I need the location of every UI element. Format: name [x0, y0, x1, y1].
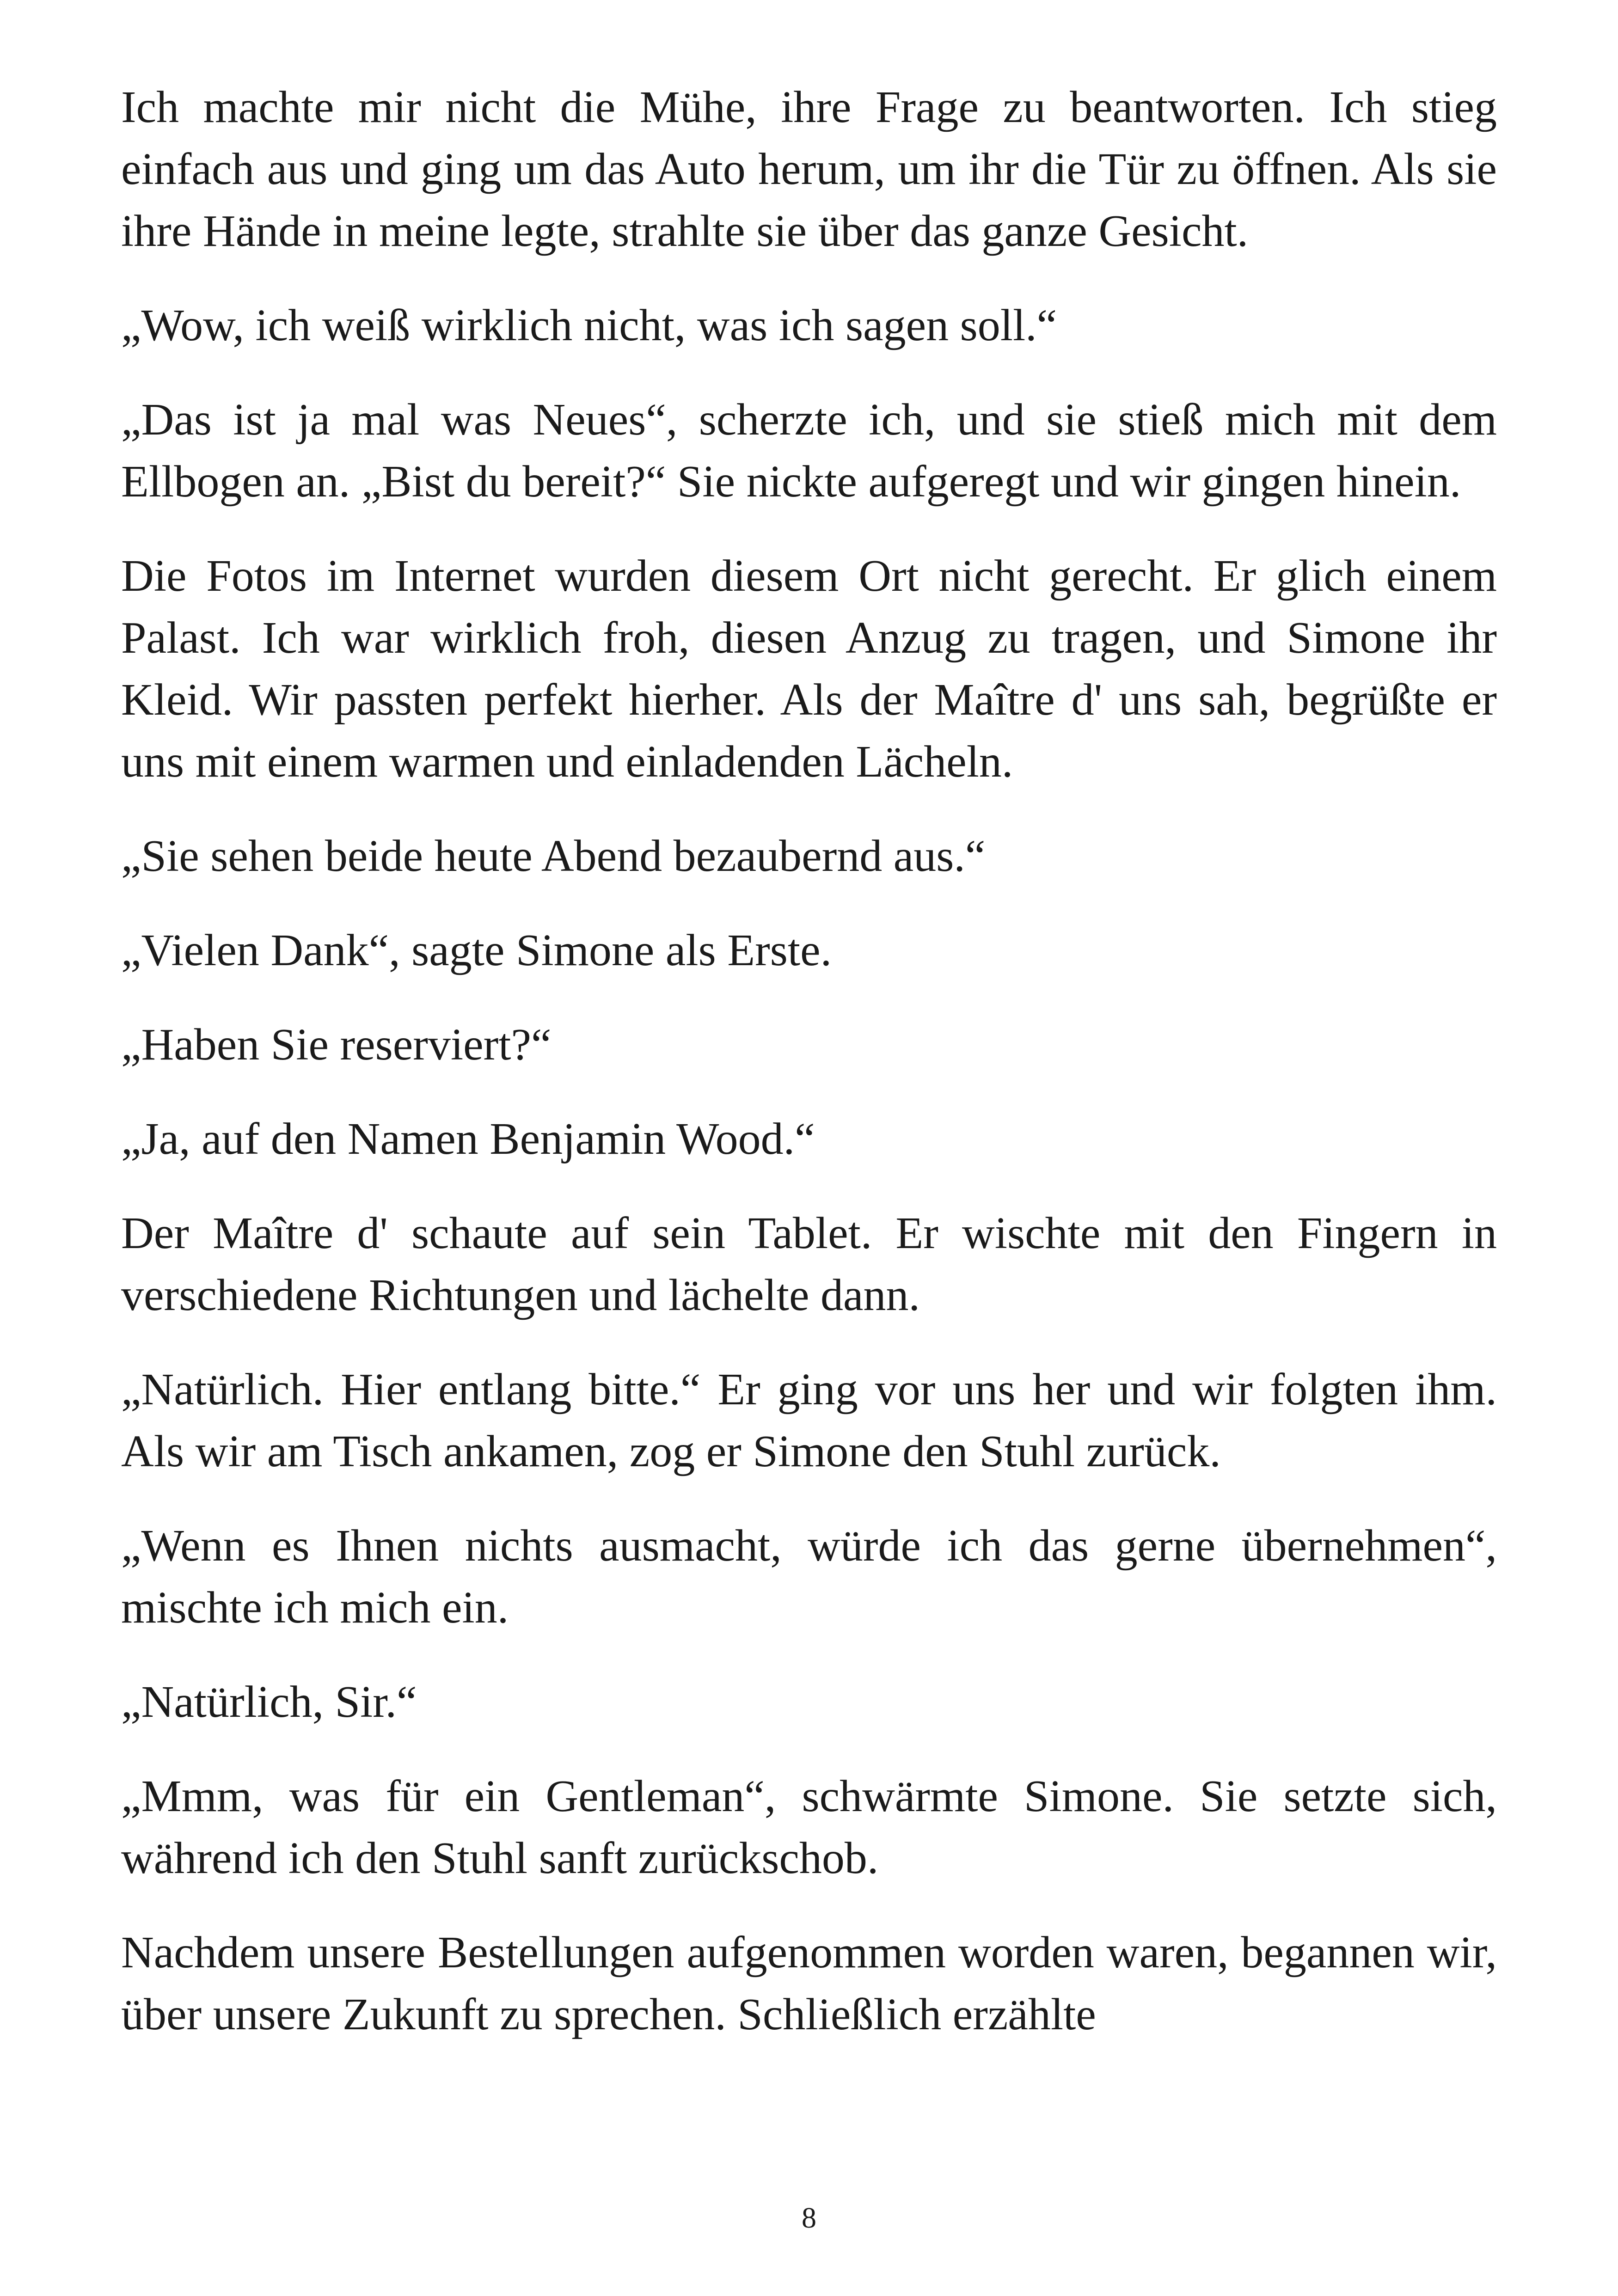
paragraph: „Wenn es Ihnen nichts ausmacht, würde ich das gerne übernehmen“, mischte ich mich ein.: [121, 1521, 1497, 1633]
paragraph: „Ja, auf den Namen Benjamin Wood.“: [121, 1114, 815, 1164]
paragraph: „Haben Sie reserviert?“: [121, 1020, 552, 1070]
paragraph: „Natürlich, Sir.“: [121, 1677, 417, 1727]
paragraph: „Das ist ja mal was Neues“, scherzte ich, und sie stieß mich mit dem Ellbogen an. „Bist du bereit?“ Sie nickte aufgeregt und wir gingen hinein.: [121, 395, 1497, 507]
paragraph: Die Fotos im Internet wurden diesem Ort nicht gerecht. Er glich einem Palast. Ich war wirklich froh, diesen Anzug zu tragen, und Simone ihr Kleid. Wir passten perfekt hierher. Als der Maître d' uns sah, begrüßte er uns mit einem warmen und einladenden Lächeln.: [121, 551, 1497, 787]
paragraph: „Wow, ich weiß wirklich nicht, was ich sagen soll.“: [121, 300, 1057, 350]
paragraph: „Vielen Dank“, sagte Simone als Erste.: [121, 925, 832, 975]
page-body-text: [121, 76, 1497, 2078]
page-number: 8: [802, 2201, 816, 2234]
paragraph: „Mmm, was für ein Gentleman“, schwärmte Simone. Sie setzte sich, während ich den Stuhl sanft zurückschob.: [121, 1771, 1497, 1883]
paragraph: „Natürlich. Hier entlang bitte.“ Er ging vor uns her und wir folgten ihm. Als wir am Tisch ankamen, zog er Simone den Stuhl zurück.: [121, 1365, 1497, 1476]
paragraph: Nachdem unsere Bestellungen aufgenommen worden waren, begannen wir, über unsere Zukunft zu sprechen. Schließlich erzählte: [121, 1928, 1497, 2039]
paragraph: Ich machte mir nicht die Mühe, ihre Frage zu beantworten. Ich stieg einfach aus und ging um das Auto herum, um ihr die Tür zu öffnen. Als sie ihre Hände in meine legte, strahlte sie über das ganze Gesicht.: [121, 82, 1497, 256]
paragraph: Der Maître d' schaute auf sein Tablet. Er wischte mit den Fingern in verschiedene Richtungen und lächelte dann.: [121, 1208, 1497, 1320]
paragraph: „Sie sehen beide heute Abend bezaubernd aus.“: [121, 831, 986, 881]
